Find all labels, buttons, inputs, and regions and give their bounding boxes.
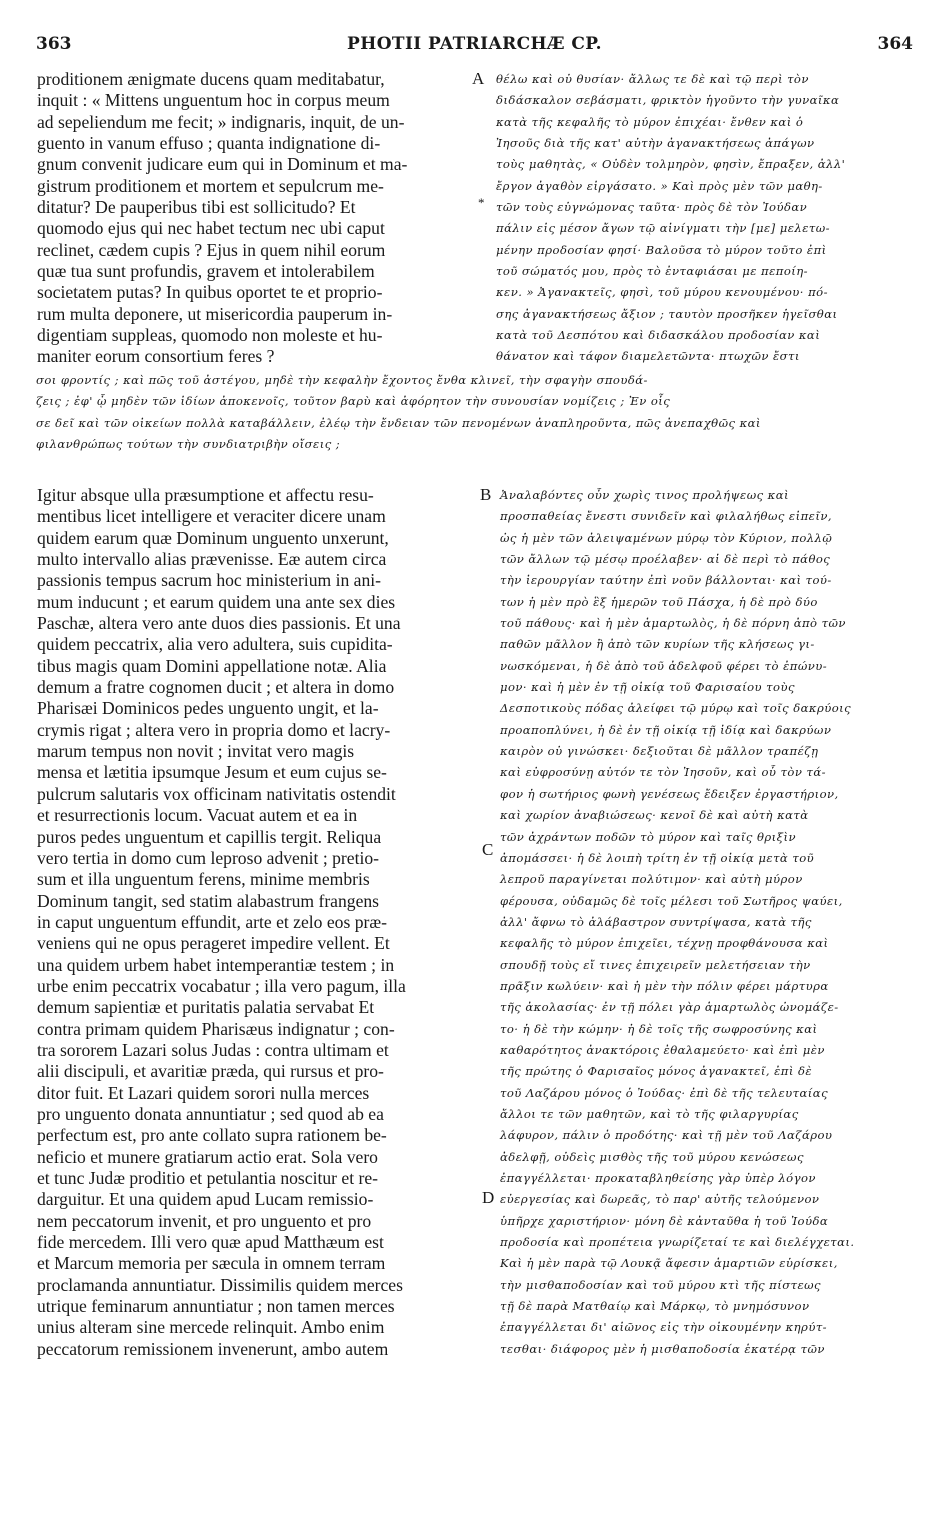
greek-text-line: φον ἡ σωτήριος φωνὴ γενέσεως ἔδειξεν ἐργαστήριον, [500, 786, 839, 801]
greek-text-line: ἔργον ἀγαθὸν εἰργάσατο. » Καὶ πρὸς μὲν τῶν μαθη- [496, 178, 823, 193]
greek-text-line: φιλανθρώπως τούτων τὴν συνδιατριβὴν οἴσεις ; [36, 437, 341, 452]
latin-column-top [37, 69, 465, 368]
greek-text-line: λάφυρον, πάλιν ὁ προδότης· καὶ τῇ μὲν τοῦ Λαζάρου [500, 1128, 833, 1143]
greek-text-line: ἀλλ' ἄφνω τὸ ἀλάβαστρον συντρίψασα, κατὰ τῆς [500, 914, 812, 929]
latin-text-line: et Marcum memoria per sæcula in omnem terram [37, 1253, 386, 1274]
latin-text-line: neficio et munere gratiarum actio erat. Sola vero [37, 1146, 378, 1167]
greek-text-line: ἀδελφῇ, οὐδεὶς μισθὸς τῆς τοῦ μύρου κενώσεως [500, 1149, 804, 1164]
greek-text-line: σοι φροντίς ; καὶ πῶς τοῦ ἀστέγου, μηδὲ τὴν κεφαλὴν ἔχοντος ἔνθα κλινεῖ, τὴν σφαγὴν σπουδά- [36, 373, 648, 387]
latin-text-line: proclamanda annuntiatur. Dissimilis quidem merces [37, 1274, 403, 1295]
latin-text-line: peccatorum remissionem invenerunt, ambo autem [37, 1338, 389, 1359]
greek-text-line: των ἡ μὲν πρὸ ἓξ ἡμερῶν τοῦ Πάσχα, ἡ δὲ πρὸ δύο [500, 594, 818, 609]
latin-text-line: pro unguento donata annuntiatur ; sed quod ab ea [37, 1103, 384, 1124]
greek-full-width [36, 370, 913, 455]
latin-text-line: vero tertia in domo cum leproso advenit ; pretio- [37, 847, 380, 868]
latin-text-line: in caput unguentum effundit, arte et zelo eos præ- [37, 911, 387, 932]
greek-text-line: Ἰησοῦς διὰ τῆς κατ' αὐτὴν ἀγανακτήσεως ἀπάγων [496, 136, 815, 151]
margin-marker-d: D [482, 1188, 495, 1207]
greek-text-line: φέρουσα, οὐδαμῶς δὲ τοῖς μέλεσι τοῦ Σωτῆρος ψαύει, [500, 893, 843, 908]
greek-text-line: τῶν ἀχράντων ποδῶν τὸ μύρον καὶ ταῖς θριξὶν [500, 829, 797, 844]
latin-text-line: fide mercedem. Illi vero quæ apud Matthæum est [37, 1232, 384, 1253]
greek-text-line: παθῶν μᾶλλον ἢ ἀπὸ τῶν κυρίων τῆς κλήσεως γι- [500, 637, 815, 652]
latin-text-line: nem peccatorum invenit, et pro unguento et pro [37, 1210, 372, 1231]
latin-text-line: urbe enim peccatrix vocabatur ; illa vero pagum, illa [37, 975, 406, 996]
latin-text-line: ad sepeliendum me fecit; » indignaris, inquit, de un- [37, 111, 405, 132]
greek-text-line: μον· καὶ ἡ μὲν ἐν τῇ οἰκίᾳ τοῦ Φαρισαίου τοὺς [500, 680, 795, 695]
greek-text-line: θέλω καὶ οὐ θυσίαν· ἄλλως τε δὲ καὶ τῷ περὶ τὸν [496, 72, 809, 86]
margin-marker-c: C [482, 840, 494, 859]
page-number-left: 363 [36, 34, 72, 54]
latin-text-line: puros pedes unguentum et capillis tergit. Reliqua [37, 826, 382, 847]
greek-text-line: ἐπαγγέλλεται· προκαταβληθείσης γὰρ ὑπὲρ λόγον [500, 1171, 816, 1185]
latin-text-line: demum a fratre cognomen ducit ; et altera in domo [37, 677, 395, 698]
latin-text-line: quomodo ejus qui nec habet tectum nec ubi caput [37, 218, 385, 239]
latin-text-line: marum tempus non novit ; invitat vero magis [37, 741, 355, 762]
greek-text-line: προδοσία καὶ προπέτεια γνωρίζεταί τε καὶ διελέγχεται. [500, 1235, 855, 1250]
greek-text-line: μένην προδοσίαν φησί· Βαλοῦσα τὸ μύρον τοῦτο ἐπὶ [496, 242, 827, 257]
greek-text-line: το· ἡ δὲ τὴν κώμην· ἡ δὲ τοῖς τῆς σωφροσύνης καὶ [500, 1021, 818, 1036]
greek-text-line: προσπαθείας ἔνεστι συνιδεῖν καὶ φιλαλήθως εἰπεῖν, [500, 509, 832, 524]
greek-text-line: τῆς πρώτης ὁ Φαρισαῖος μόνος ἀγανακτεῖ, ἐπὶ δὲ [500, 1064, 813, 1079]
greek-text-line: καθαρότητος ἀνακτόροις ἐθαλαμεύετο· καὶ ἐπὶ μὲν [500, 1042, 825, 1057]
latin-text-line: gnum convenit judicare eum qui in Dominum et ma- [37, 154, 408, 175]
latin-text-line: una quidem urbem habet intemperantiæ testem ; in [37, 954, 395, 975]
greek-column-top [496, 69, 914, 368]
latin-text-line: passionis tempus sacrum hoc ministerium in ani- [37, 570, 382, 591]
greek-text-line: Καὶ ἡ μὲν παρὰ τῷ Λουκᾷ ἄφεσιν ἁμαρτιῶν εὑρίσκει, [500, 1256, 838, 1271]
greek-text-line: ζεις ; ἐφ' ᾧ μηδὲν τῶν ἰδίων ἀποκενοῖς, τοῦτον βαρὺ καὶ ἀφόρητον τὴν συνουσίαν νομίζεις ; Ἐν οἷς [36, 394, 671, 409]
latin-text-line: mensa et lætitia ipsumque Jesum et eum cujus se- [37, 762, 387, 783]
latin-text-line: sum et illa unguentum ferens, minime membris [37, 869, 370, 890]
latin-text-line: proditionem ænigmate ducens quam meditabatur, [37, 69, 385, 89]
greek-text-line: προαποπλύνει, ἡ δὲ ἐν τῇ οἰκίᾳ τῇ ἰδίᾳ καὶ δακρύων [500, 722, 832, 737]
latin-text-line: darguitur. Et una quidem apud Lucam remissio- [37, 1189, 374, 1210]
margin-note-mark: * [478, 195, 485, 210]
latin-text-line: Dominum tangit, sed statim alabastrum frangens [37, 890, 380, 911]
latin-text-line: societatem putas? In quibus oportet te et proprio- [37, 282, 383, 303]
latin-text-line: utrique feminarum annuntiatur ; non tamen merces [37, 1296, 395, 1317]
greek-text-line: τοῦ Λαζάρου μόνος ὁ Ἰούδας· ἐπὶ δὲ τῆς τελευταίας [500, 1085, 829, 1100]
greek-text-line: τῇ δὲ παρὰ Ματθαίῳ καὶ Μάρκῳ, τὸ μνημόσυνον [500, 1299, 810, 1314]
margin-marker-a: A [472, 69, 485, 88]
greek-text-line: κεφαλῆς τὸ μύρον ἐπιχεῖει, τέχνῃ προφθάνουσα καὶ [500, 936, 829, 951]
greek-text-line: σε δεῖ καὶ τῶν οἰκείων πολλὰ καταβάλλειν, ἐλέῳ τὴν ἔνδειαν τῶν πενομένων ἀναπληροῦντα, πῶς ἀνεπαχθῶς καὶ [36, 415, 761, 430]
greek-text-line: εὐεργεσίας καὶ δωρεᾶς, τὸ παρ' αὐτῆς τελούμενον [500, 1192, 820, 1207]
greek-text-line: τῆς ἀκολασίας· ἐν τῇ πόλει γὰρ ἁμαρτωλὸς ὠνομάζε- [500, 1000, 839, 1015]
greek-text-line: σπουδῇ τοὺς εἴ τινες ἐπιχειρεῖν μελετήσειαν τὴν [500, 957, 811, 972]
latin-text-line: crymis rigat ; altera vero in propria domo et lacry- [37, 719, 391, 740]
latin-text-line: veniens qui ne opus perageret impedire vellent. Et [37, 933, 390, 954]
latin-text-line: ditatur? De pauperibus tibi est sollicitudo? Et [37, 197, 356, 218]
greek-text-line: καὶ χωρίον ἀναβιώσεως· κενοῖ δὲ καὶ αὐτὴ κατὰ [500, 808, 809, 823]
latin-text-line: contra primam quidem Pharisæus indignatur ; con- [37, 1018, 395, 1039]
latin-text-line: quidem earum quæ Dominum unguento unxerunt, [37, 527, 389, 548]
margin-marker-b: B [480, 485, 492, 504]
latin-text-line: ditor fuit. Et Lazari quidem sorori nulla merces [37, 1082, 370, 1103]
latin-text-line: quæ tua sunt profundis, gravem et intolerabilem [37, 261, 375, 282]
greek-text-line: Ἀναλαβόντες οὖν χωρὶς τινος προλήψεως καὶ [500, 488, 790, 502]
latin-text-line: et resurrectionis locum. Vacuat autem et ea in [37, 805, 358, 826]
latin-text-line: guento in vanum effuso ; quanta indignatione di- [37, 133, 381, 154]
greek-text-line: τῶν τοὺς εὐγνώμονας ταῦτα· πρὸς δὲ τὸν Ἰούδαν [496, 200, 808, 215]
latin-text-line: unius alteram sine mercede relinquit. Ambo enim [37, 1317, 385, 1338]
page-number-right: 364 [877, 34, 913, 54]
greek-text-line: τοῦ πάθους· καὶ ἡ μὲν ἁμαρτωλὸς, ἡ δὲ πόρνη ἀπὸ τῶν [500, 616, 846, 631]
greek-text-line: νωσκόμεναι, ἡ δὲ ἀπὸ τοῦ ἀδελφοῦ φέρει τὸ ἐπώνυ- [500, 658, 828, 673]
greek-text-line: πάλιν εἰς μέσον ἄγων τῷ αἰνίγματι τὴν [με] μελετω- [496, 221, 831, 236]
latin-text-line: mentibus licet intelligere et veraciter dicere unam [37, 506, 386, 527]
latin-text-line: reclinet, cædem cupis ? Ejus in quem nihil eorum [37, 239, 386, 260]
latin-text-line: Igitur absque ulla præsumptione et affectu resu- [37, 485, 374, 505]
greek-column-bottom [500, 485, 914, 1360]
greek-text-line: κατὰ τοῦ Δεσπότου καὶ διδασκάλου προδοσίαν καὶ [496, 328, 821, 343]
latin-text-line: mum inducunt ; et earum quidem una ante sex dies [37, 591, 396, 612]
greek-text-line: καὶ εὐφροσύνῃ αὐτόν τε τὸν Ἰησοῦν, καὶ οὗ τὸν τά- [500, 765, 827, 780]
greek-text-line: ἐπαγγέλλεται δι' αἰῶνος εἰς τὴν οἰκουμένην κηρύτ- [500, 1320, 828, 1335]
latin-text-line: multo intervallo alias prævenisse. Eæ autem circa [37, 549, 387, 570]
greek-text-line: ἄλλοι τε τῶν μαθητῶν, καὶ τὸ τῆς φιλαργυρίας [500, 1106, 799, 1121]
greek-text-line: τὴν ἱερουργίαν ταύτην ἐπὶ νοῦν βάλλονται· καὶ τού- [500, 573, 832, 588]
greek-text-line: ἀπομάσσει· ἡ δὲ λοιπὴ τρίτη ἐν τῇ οἰκίᾳ μετὰ τοῦ [500, 850, 815, 865]
latin-text-line: maniter eorum consortium feres ? [37, 346, 275, 367]
greek-text-line: σης ἀγανακτήσεως ἄξιον ; ταυτὸν προσῆκεν ἡγεῖσθαι [496, 306, 838, 321]
greek-text-line: λεπροῦ παραγίνεται πολύτιμον· καὶ αὐτὴ μύρον [500, 872, 803, 887]
greek-text-line: θάνατον καὶ τάφον διαμελετῶντα· πτωχῶν ἔστι [496, 349, 800, 364]
latin-text-line: rum multa deponere, ut misericordia pauperum in- [37, 303, 393, 324]
greek-text-line: Δεσποτικοὺς πόδας ἀλείφει τῷ μύρῳ καὶ τοῖς δακρύοις [500, 701, 852, 716]
greek-text-line: πρᾶξιν κωλύειν· καὶ ἡ μὲν τὴν πόλιν φέρει μάρτυρα [500, 978, 829, 993]
latin-text-line: tibus magis quam Domini appellatione notæ. Alia [37, 655, 387, 676]
latin-text-line: gistrum proditionem et mortem et sepulcrum me- [37, 175, 384, 196]
greek-text-line: τεσθαι· διάφορος μὲν ἡ μισθαποδοσία ἑκατέρᾳ τῶν [500, 1341, 825, 1356]
running-title: PHOTII PATRIARCHÆ CP. [347, 34, 602, 54]
greek-text-line: τοῦ σώματός μου, πρὸς τὸ ἐνταφιάσαι με πεποίη- [496, 264, 809, 279]
greek-text-line: κεν. » Ἀγανακτεῖς, φησὶ, τοῦ μύρου κενουμένου· πό- [496, 285, 828, 300]
latin-text-line: pulcrum salutaris vox officinam nativitatis ostendit [37, 783, 396, 804]
latin-text-line: Pharisæi Dominicos pedes unguento ungit, et la- [37, 698, 379, 719]
latin-column-bottom [37, 485, 465, 1360]
page-header [36, 34, 913, 58]
latin-text-line: inquit : « Mittens unguentum hoc in corpus meum [37, 90, 390, 111]
greek-text-line: τοὺς μαθητὰς, « Οὐδὲν τολμηρὸν, φησὶν, ἔπραξεν, ἀλλ' [496, 157, 846, 172]
greek-text-line: ὡς ἡ μὲν τῶν ἀλειψαμένων μύρῳ τὸν Κύριον, πολλῷ [500, 530, 833, 545]
greek-text-line: τῶν ἄλλων τῷ μέσῳ προέλαβεν· αἱ δὲ περὶ τὸ πάθος [500, 552, 831, 567]
greek-text-line: ὑπῆρχε χαριστήριον· μόνη δὲ κἀνταῦθα ἡ τοῦ Ἰούδα [500, 1213, 829, 1228]
latin-text-line: digentiam suppleas, quomodo non moleste et hu- [37, 325, 383, 346]
greek-text-line: κατὰ τῆς κεφαλῆς τὸ μύρον ἐπιχέαι· ἔνθεν καὶ ὁ [496, 114, 804, 129]
latin-text-line: tra sororem Lazari solus Judas : contra ultimam et [37, 1039, 389, 1060]
latin-text-line: et tunc Judæ proditio et petulantia noscitur et re- [37, 1168, 379, 1188]
greek-text-line: καιρὸν οὐ γινώσκει· δεξιοῦται δὲ μᾶλλον τραπέζῃ [500, 744, 819, 759]
latin-text-line: quidem peccatrix, alia vero adultera, suis cupidita- [37, 634, 393, 655]
greek-text-line: διδάσκαλον σεβάσματι, φρικτὸν ἡγοῦντο τὴν γυναῖκα [496, 93, 840, 108]
greek-text-line: τὴν μισθαποδοσίαν καὶ τοῦ μύρου κτὶ τῆς πίστεως [500, 1277, 821, 1292]
latin-text-line: demum sapientiæ et puritatis palatia servabat Et [37, 997, 375, 1018]
latin-text-line: alii discipuli, et avaritiæ præda, qui rursus et pro- [37, 1061, 384, 1082]
latin-text-line: Paschæ, altera vero ante duos dies passionis. Et una [37, 613, 401, 634]
latin-text-line: perfectum est, pro ante collato supra rationem be- [37, 1125, 387, 1146]
